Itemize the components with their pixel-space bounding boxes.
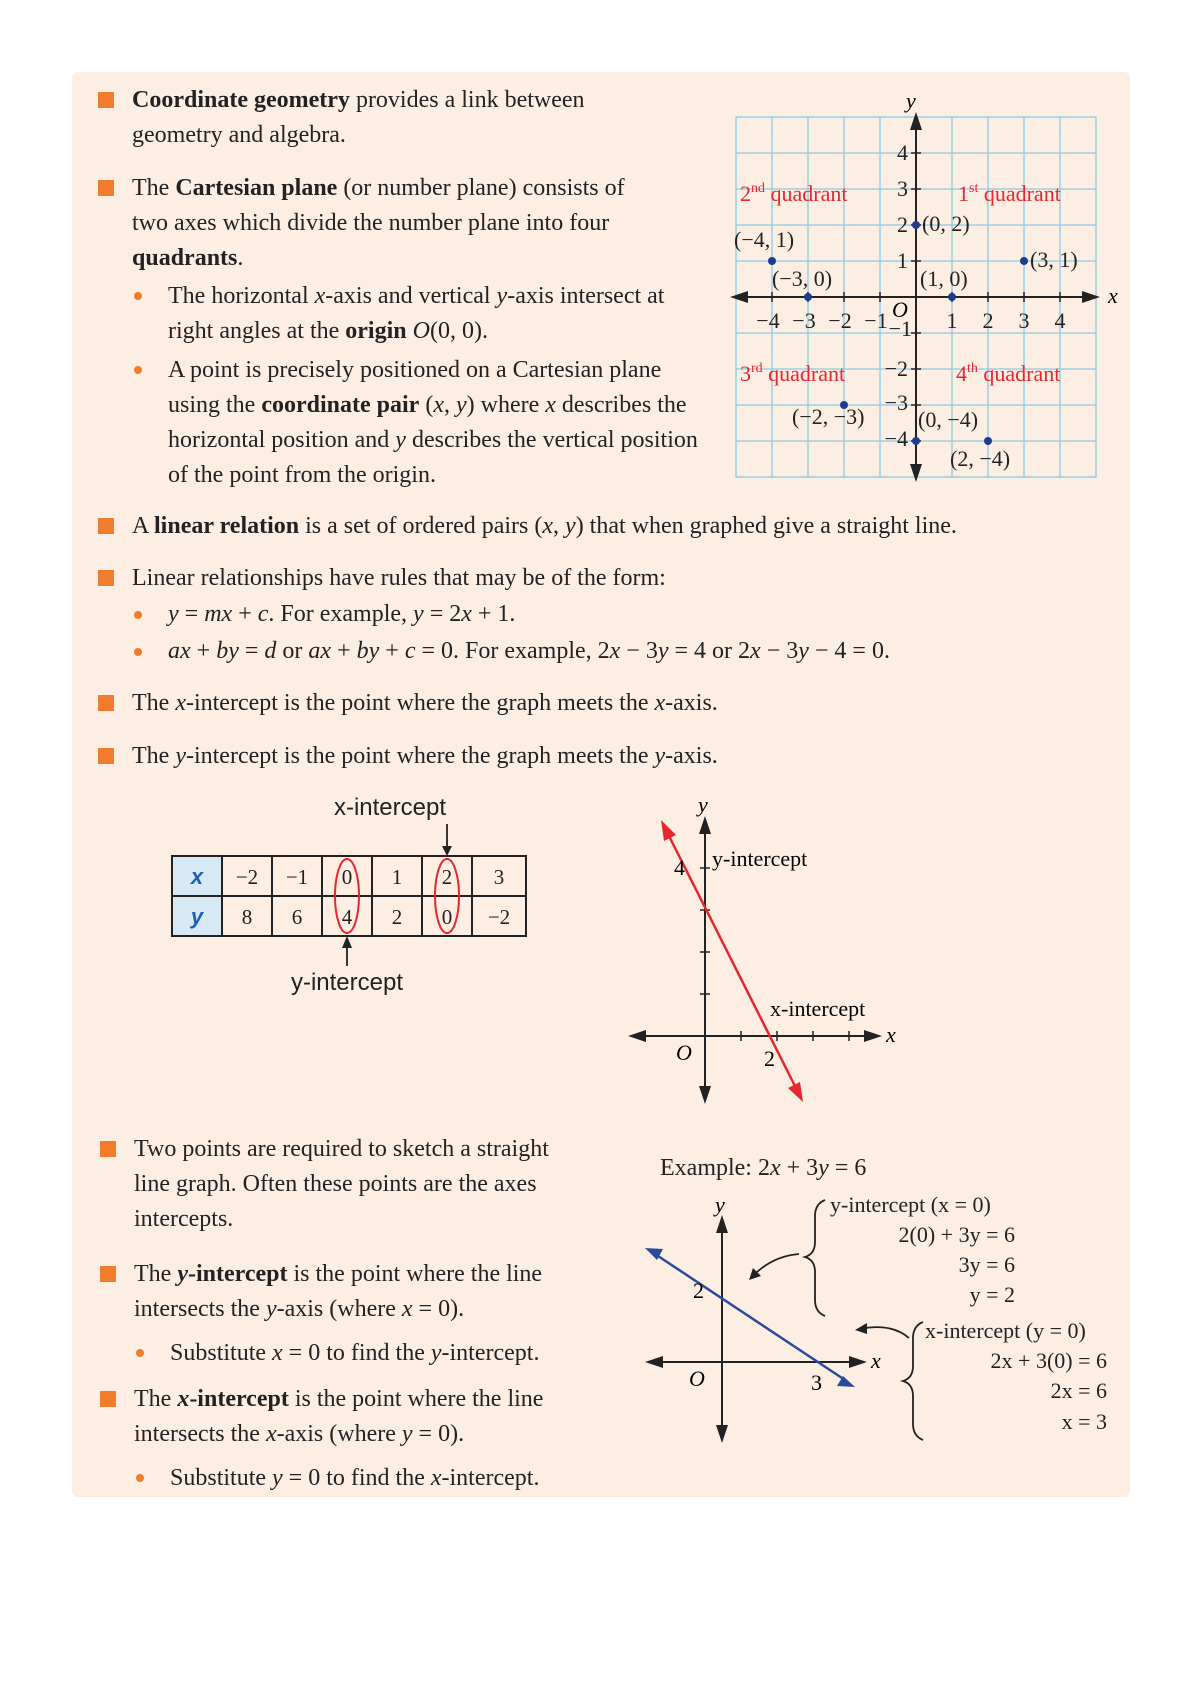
table-x-intercept-label: x-intercept [333,794,447,821]
y-intercept-step: 3y = 6 [958,1252,1015,1277]
x-tick-label: 3 [1018,308,1030,333]
x-tick-label: 2 [982,308,994,333]
sub-bullet-general-form: ax + by = d or ax + by + c = 0. For example, 2x − 3y = 4 or 2x − 3y − 4 = 0. [168,638,890,664]
plotted-point [912,437,920,445]
table-row-x-label: x [190,864,204,889]
y-tick-label: 4 [897,140,908,165]
y-intercept-step: y = 2 [969,1282,1015,1307]
bullet-square [98,748,114,764]
example-x-arrow-left [645,1356,663,1368]
quadrant-label-1: 1st quadrant [958,181,1061,206]
x-tick-label: −1 [864,308,888,333]
y-tick-label: −4 [884,426,908,451]
plotted-point [1020,257,1028,265]
graph1-origin-label: O [676,1040,692,1065]
y-intercept-arrow [342,936,352,948]
y-axis-arrow-down [910,464,922,482]
bullet-y-intercept-rule: The y-intercept is the point where the line intersects the y-axis (where x = 0). [134,1261,543,1322]
bullet-square [98,570,114,586]
x-tick-label: 1 [946,308,958,333]
y-tick-label: −1 [888,316,912,341]
quadrant-label-2: 2nd quadrant [740,181,848,206]
bullet-linear-rules: Linear relationships have rules that may be of the form: [132,565,666,591]
x-intercept-step: x-intercept (y = 0) [925,1318,1086,1343]
x-tick-label: 4 [1054,308,1066,333]
bullet-linear-relation: A linear relation is a set of ordered pairs (x, y) that when graphed give a straight line. [132,513,957,539]
y-intercept-step: y-intercept (x = 0) [830,1192,991,1217]
table-x-value: 0 [341,865,353,889]
bullet-square [100,1141,116,1157]
example-y-arrow-up [716,1215,728,1233]
table-x-value: −2 [235,865,259,889]
bullet-square [98,518,114,534]
bullet-cartesian-plane: The Cartesian plane (or number plane) consists of two axes which divide the number plane into four quadrants. [132,175,625,271]
graph1-x-tick: 2 [764,1046,775,1071]
bullet-x-intercept-rule: The x-intercept is the point where the line intersects the x-axis (where y = 0). [134,1386,544,1447]
bullet-y-intercept-def: The y-intercept is the point where the graph meets the y-axis. [132,743,718,769]
graph1-x-intercept-label: x-intercept [770,996,866,1021]
example-y-arrow-down [716,1425,728,1443]
y-tick-label: 3 [897,176,908,201]
y-intercept-brace [805,1200,825,1316]
plane-axis-x-label: x [1108,283,1118,308]
sub-bullet-substitute-y: Substitute y = 0 to find the x-intercept. [170,1465,540,1491]
quadrant-label-3: 3rd quadrant [740,361,846,386]
plotted-point [912,221,920,229]
point-label: (0, −4) [918,407,979,432]
table-of-values-diagram [160,788,540,998]
graph1-x-arrow-left [628,1030,646,1042]
graph1-y-arrow-up [699,816,711,834]
sub-bullet-coordinate-pair: A point is precisely positioned on a Cartesian plane using the coordinate pair (x, y) where x describes the horizontal position and y describes the vertical position of the point from the origin. [168,357,698,488]
x-intercept-arrow [442,846,452,856]
sub-bullet-dot [134,611,142,619]
example-axis-x-label: x [871,1348,881,1373]
table-row-y-label: y [190,904,204,929]
bullet-two-points: Two points are required to sketch a straight line graph. Often these points are the axes intercepts. [134,1136,549,1232]
bullet-square [100,1266,116,1282]
sub-bullet-dot [136,1474,144,1482]
table-y-value: 4 [341,905,353,929]
point-label: (−2, −3) [792,404,865,429]
bullet-square [100,1391,116,1407]
table-x-value: 2 [441,865,453,889]
y-tick-label: 2 [897,212,908,237]
example-origin-label: O [689,1366,705,1391]
bullet-square [98,695,114,711]
x-intercept-step: 2x + 3(0) = 6 [990,1348,1107,1373]
table-y-value: −2 [487,905,511,929]
graph1-line-arrow-top [661,820,676,841]
example-x-tick: 3 [811,1370,822,1395]
sub-bullet-substitute-x: Substitute x = 0 to find the y-intercept. [170,1340,540,1366]
quadrant-label-4: 4th quadrant [956,361,1061,386]
table-y-value: 6 [291,905,303,929]
plotted-point [948,293,956,301]
table-y-value: 0 [441,905,453,929]
y-intercept-step: 2(0) + 3y = 6 [898,1222,1015,1247]
cartesian-plane-diagram [720,90,1130,485]
sub-bullet-gradient-form: y = mx + c. For example, y = 2x + 1. [168,601,516,627]
example-title: Example: 2x + 3y = 6 [660,1155,867,1181]
table-x-value: −1 [285,865,309,889]
point-label: (3, 1) [1030,247,1078,272]
x-tick-label: −2 [828,308,852,333]
graph1-y-arrow-down [699,1086,711,1104]
table-y-value: 8 [241,905,253,929]
intercept-graph [620,792,910,1112]
sub-bullet-axes-origin: The horizontal x-axis and vertical y-axis intersect at right angles at the origin O(0, 0). [168,283,665,344]
y-intercept-pointer [757,1254,799,1272]
example-axis-y-label: y [715,1192,725,1217]
x-axis-arrow-right [1082,291,1100,303]
bullet-square [98,180,114,196]
plotted-point [984,437,992,445]
example-graph [645,1190,1150,1455]
graph1-axis-y-label: y [698,792,708,817]
graph1-y-tick: 4 [674,855,685,880]
point-label: (1, 0) [920,266,968,291]
graph1-line-arrow-bottom [788,1082,803,1102]
y-tick-label: −3 [884,390,908,415]
graph1-axis-x-label: x [886,1022,896,1047]
table-y-value: 2 [391,905,403,929]
x-intercept-pointer-head [855,1323,867,1334]
example-x-arrow-right [849,1356,867,1368]
y-tick-label: −2 [884,356,908,381]
x-axis-arrow-left [730,291,748,303]
point-label: (−3, 0) [772,266,833,291]
plotted-point [804,293,812,301]
graph1-x-arrow-right [864,1030,882,1042]
point-label: (2, −4) [950,446,1011,471]
bullet-x-intercept-def: The x-intercept is the point where the graph meets the x-axis. [132,690,718,716]
bullet-square [98,92,114,108]
table-y-intercept-label: y-intercept [290,969,404,996]
y-axis-arrow-up [910,112,922,130]
x-intercept-brace [903,1322,923,1440]
graph1-y-intercept-label: y-intercept [712,846,808,871]
x-tick-label: −4 [756,308,780,333]
plotted-point [768,257,776,265]
x-intercept-step: x = 3 [1061,1409,1107,1434]
plane-axis-y-label: y [906,90,916,113]
table-x-value: 3 [493,865,505,889]
sub-bullet-dot [134,292,142,300]
plane-origin-label: O [892,297,908,322]
sub-bullet-dot [134,366,142,374]
point-label: (−4, 1) [734,227,795,252]
bullet-coordinate-geometry: Coordinate geometry provides a link between geometry and algebra. [132,87,585,148]
table-x-value: 1 [391,865,403,889]
y-tick-label: 1 [897,248,908,273]
x-tick-label: −3 [792,308,816,333]
point-label: (0, 2) [922,211,970,236]
sub-bullet-dot [136,1349,144,1357]
x-intercept-step: 2x = 6 [1050,1378,1107,1403]
sub-bullet-dot [134,648,142,656]
x-intercept-pointer [865,1327,909,1338]
example-y-tick: 2 [693,1278,704,1303]
